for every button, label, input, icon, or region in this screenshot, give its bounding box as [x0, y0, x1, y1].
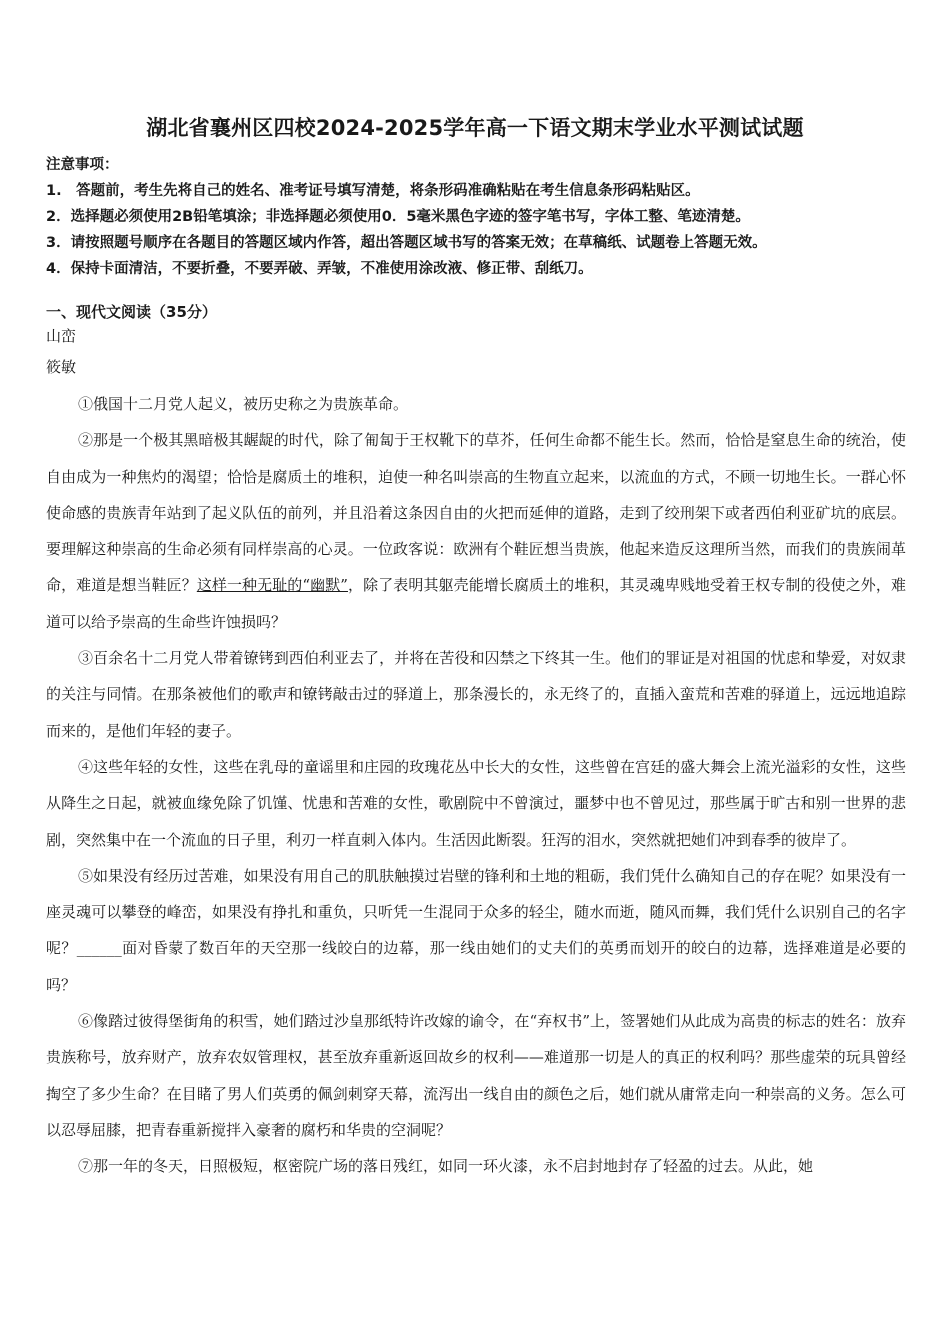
- notice-item: 1. 答题前，考生先将自己的姓名、准考证号填写清楚，将条形码准确粘贴在考生信息条形码粘贴区。: [46, 183, 700, 199]
- article-body: [46, 386, 906, 1185]
- paragraph-2: [46, 422, 906, 640]
- paragraph-4: ④这些年轻的女性，这些在乳母的童谣里和庄园的玫瑰花丛中长大的女性，这些曾在宫廷的盛大舞会上流光溢彩的女性，这些从降生之日起，就被血缘免除了饥馑、忧患和苦难的女性，歌剧院中不曾演过，噩梦中也不曾见过，那些属于旷古和别一世界的悲剧，突然集中在一个流血的日子里，利刃一样直刺入体内。生活因此断裂。狂泻的泪水，突然就把她们冲到春季的彼岸了。: [46, 757, 906, 849]
- exam-title: 湖北省襄州区四校2024-2025学年高一下语文期末学业水平测试试题: [146, 116, 804, 140]
- notice-item: 4．保持卡面清洁，不要折叠，不要弄破、弄皱，不准使用涂改液、修正带、刮纸刀。: [46, 261, 593, 277]
- paragraph-2-text-end: ，除了表明其躯壳能增长腐质土的堆积，其灵魂卑贱地受着王权专制的役使之外，难道可以给予崇高的生命些许蚀损吗？: [46, 576, 906, 631]
- paragraph-7: ⑦那一年的冬天，日照极短，枢密院广场的落日残红，如同一环火漆，永不启封地封存了轻盈的过去。从此，她: [78, 1157, 814, 1176]
- paragraph-6: ⑥像踏过彼得堡街角的积雪，她们踏过沙皇那纸特许改嫁的谕令，在“弃权书”上，签署她们从此成为高贵的标志的姓名：放弃贵族称号，放弃财产，放弃农奴管理权，甚至放弃重新返回故乡的权利——难道那一切是人的真正的权利吗？那些虚荣的玩具曾经掏空了多少生命？在目睹了男人们英勇的佩剑刺穿天幕，流泻出一线自由的颜色之后，她们就从庸常走向一种崇高的义务。怎么可以忍辱屈膝，把青春重新搅拌入豪奢的腐朽和华贵的空洞呢？: [46, 1012, 906, 1139]
- article-author: 筱敏: [46, 358, 77, 376]
- notice-item: 3．请按照题号顺序在各题目的答题区域内作答，超出答题区域书写的答案无效；在草稿纸、试题卷上答题无效。: [46, 235, 767, 251]
- notice-block: [46, 152, 906, 282]
- paragraph-2-text: ②那是一个极其黑暗极其龌龊的时代，除了匍匐于王权靴下的草芥，任何生命都不能生长。然而，恰恰是窒息生命的统治，使自由成为一种焦灼的渴望；恰恰是腐质土的堆积，迫使一种名叫崇高的生物直立起来，以流血的方式，不顾一切地生长。一群心怀使命感的贵族青年站到了起义队伍的前列，并且沿着这条因自由的火把而延伸的道路，走到了绞刑架下或者西伯利亚矿坑的底层。要理解这种崇高的生命必须有同样崇高的心灵。一位政客说：欧洲有个鞋匠想当贵族，他起来造反这理所当然，而我们的贵族闹革命，难道是想当鞋匠？: [46, 431, 906, 595]
- paragraph-1: ①俄国十二月党人起义，被历史称之为贵族革命。: [78, 395, 409, 413]
- paragraph-5: ⑤如果没有经历过苦难，如果没有用自己的肌肤触摸过岩壁的锋利和土地的粗砺，我们凭什么确知自己的存在呢？如果没有一座灵魂可以攀登的峰峦，如果没有挣扎和重负，只听凭一生混同于众多的轻尘，随水而逝，随风而舞，我们凭什么识别自己的名字呢？______面对昏蒙了数百年的天空那一线皎白的边幕，那一线由她们的丈夫们的英勇而划开的皎白的边幕，选择难道是必要的吗？: [46, 866, 906, 994]
- notice-heading: 注意事项：: [46, 157, 119, 173]
- paragraph-3: ③百余名十二月党人带着镣铐到西伯利亚去了，并将在苦役和囚禁之下终其一生。他们的罪证是对祖国的忧虑和挚爱，对奴隶的关注与同情。在那条被他们的歌声和镣铐敲击过的驿道上，那条漫长的，永无终了的，直插入蛮荒和苦难的驿道上，远远地追踪而来的，是他们年轻的妻子。: [46, 649, 906, 740]
- section-heading: 一、现代文阅读（35分）: [46, 303, 217, 321]
- underlined-phrase: 这样一种无耻的“幽默”: [196, 576, 348, 595]
- article-title: 山峦: [46, 327, 77, 345]
- notice-item: 2．选择题必须使用2B铅笔填涂；非选择题必须使用0．5毫米黑色字迹的签字笔书写，字体工整、笔迹清楚。: [46, 209, 750, 225]
